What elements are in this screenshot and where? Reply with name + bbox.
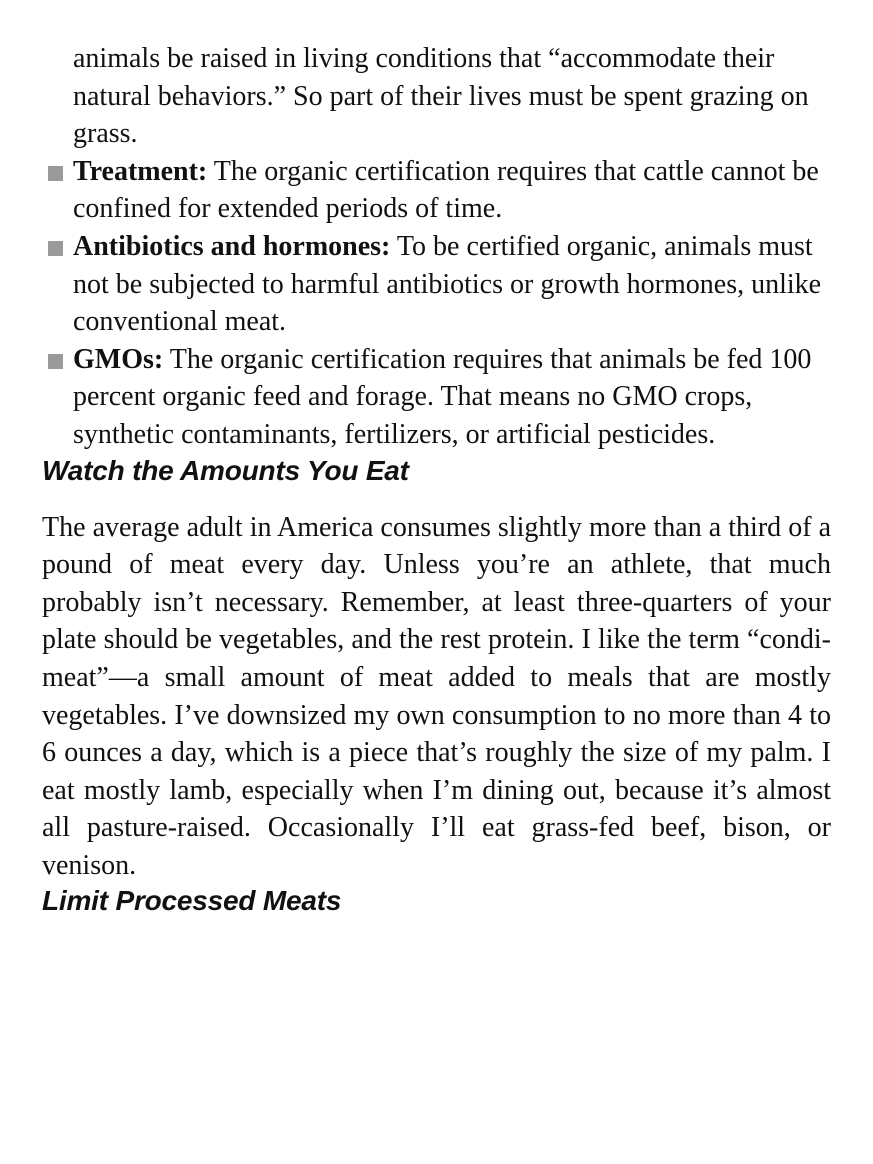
section-paragraph-watch-amounts: The average adult in America consumes slightly more than a third of a pound of meat every day. Unless you’re an athlete, that much probably isn’t necessary. Remember, at least three-quarters of your plate should be vegetables, and the rest protein. I like the term “condi-meat”—a small amount of meat added to meals that are mostly vegetables. I’ve downsized my own consumption to no more than 4 to 6 ounces a day, which is a piece that’s roughly the size of my palm. I eat mostly lamb, especially when I’m dining out, because it’s almost all pasture-raised. Occasionally I’ll eat grass-fed beef, bison, or venison. bbox=[42, 511, 831, 881]
organic-requirements-list bbox=[42, 153, 831, 454]
bullet-square-icon bbox=[48, 354, 63, 369]
bullet-text: The organic certification requires that cattle cannot be confined for extended periods of time. bbox=[73, 155, 819, 225]
bullet-square-icon bbox=[48, 241, 63, 256]
list-item-antibiotics-hormones bbox=[42, 228, 831, 341]
list-item-gmos bbox=[42, 341, 831, 454]
bullet-text: The organic certification requires that animals be fed 100 percent organic feed and forage. That means no GMO crops, synthetic contaminants, fertilizers, or artificial pesticides. bbox=[73, 343, 812, 450]
bullet-term: Antibiotics and hormones: bbox=[73, 230, 391, 262]
list-item-treatment bbox=[42, 153, 831, 228]
intro-continuation: animals be raised in living conditions that “accommodate their natural behaviors.” So part of their lives must be spent grazing on grass. bbox=[73, 43, 809, 150]
bullet-text: To be certified organic, animals must not be subjected to harmful antibiotics or growth hormones, unlike conventional meat. bbox=[73, 230, 822, 338]
section-heading-watch-amounts: Watch the Amounts You Eat bbox=[42, 454, 409, 486]
section-heading-limit-processed: Limit Processed Meats bbox=[42, 885, 342, 917]
bullet-square-icon bbox=[48, 166, 63, 181]
bullet-term: GMOs: bbox=[73, 343, 164, 375]
document-page bbox=[42, 40, 831, 918]
bullet-term: Treatment: bbox=[73, 155, 208, 187]
